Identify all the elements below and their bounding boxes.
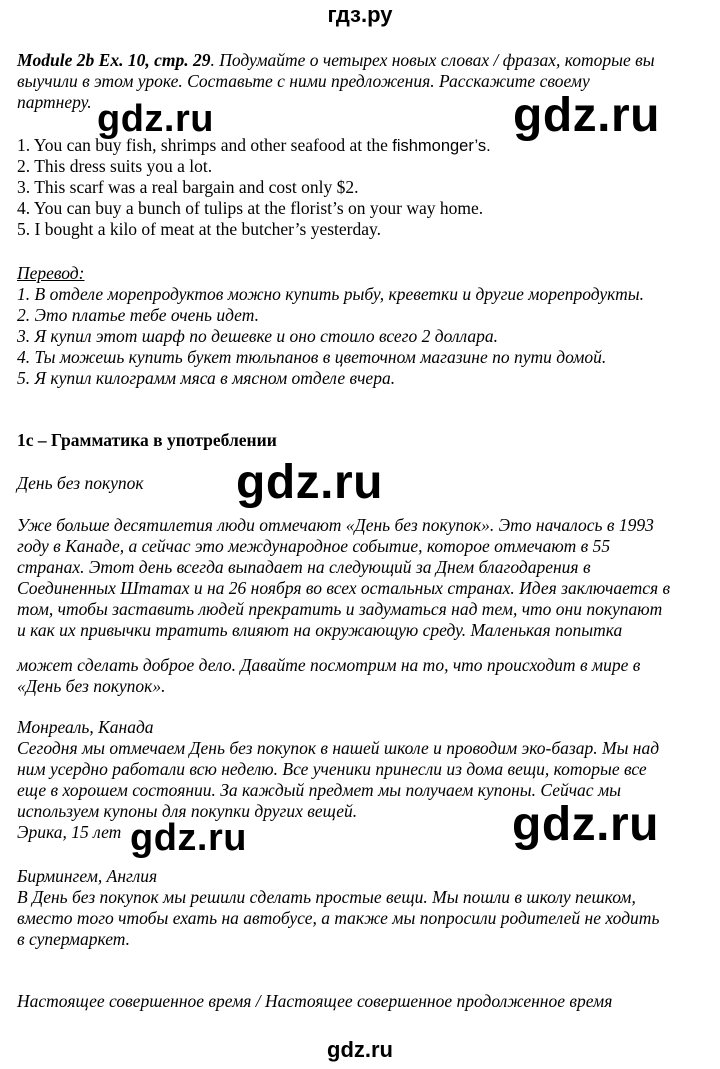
translation-line-2: 2. Это платье тебе очень идет. <box>17 305 259 325</box>
article-para1-line-5: том, чтобы заставить людей прекратить и задуматься над тем, что они покупают <box>17 599 663 619</box>
montreal-line-4: используем купоны для покупки других вещей. <box>17 801 358 821</box>
translation-line-4: 4. Ты можешь купить букет тюльпанов в цветочном магазине по пути домой. <box>17 347 607 367</box>
article-para2-line-1: может сделать доброе дело. Давайте посмотрим на то, что происходит в мире в <box>17 655 641 675</box>
site-header: гдз.ру <box>327 2 393 27</box>
section-title: 1с – Грамматика в употреблении <box>17 430 277 450</box>
watermark: gdz.ru <box>97 98 214 140</box>
montreal-line-2: ним усердно работали всю неделю. Все ученики принесли из дома вещи, которые все <box>17 759 647 779</box>
task-text-1: . Подумайте о четырех новых словах / фразах, которые вы <box>210 50 655 70</box>
translation-heading: Перевод: <box>17 263 85 283</box>
task-reference: Module 2b Ex. 10, стр. 29 <box>17 50 211 70</box>
translation-line-3: 3. Я купил этот шарф по дешевке и оно стоило всего 2 доллара. <box>17 326 498 346</box>
article-para1-line-2: году в Канаде, а сейчас это международное событие, которое отмечают в 55 <box>17 536 611 556</box>
article-subtitle: День без покупок <box>17 473 144 493</box>
birmingham-line-2: вместо того чтобы ехать на автобусе, а также мы попросили родителей не ходить <box>17 908 660 928</box>
birmingham-place: Бирмингем, Англия <box>17 866 158 886</box>
article-para2-line-2: «День без покупок». <box>17 676 166 696</box>
english-sentence-1: 1. You can buy fish, shrimps and other seafood at the fishmonger’s. <box>17 135 491 155</box>
watermark: gdz.ru <box>236 456 383 509</box>
article-para1-line-6: и как их привычки тратить влияют на окружающую среду. Маленькая попытка <box>17 620 623 640</box>
english-sentence-2: 2. This dress suits you a lot. <box>17 156 213 176</box>
article-para1-line-1: Уже больше десятилетия люди отмечают «День без покупок». Это началось в 1993 <box>17 515 654 535</box>
watermark: gdz.ru <box>512 798 659 851</box>
watermark: gdz.ru <box>130 817 247 859</box>
task-line-3: партнеру. <box>17 92 92 112</box>
birmingham-line-3: в супермаркет. <box>17 929 130 949</box>
translation-line-5: 5. Я купил килограмм мяса в мясном отделе вчера. <box>17 368 396 388</box>
english-sentence-3: 3. This scarf was a real bargain and cost only $2. <box>17 177 359 197</box>
tenses-line: Настоящее совершенное время / Настоящее совершенное продолженное время <box>17 991 613 1011</box>
montreal-line-1: Сегодня мы отмечаем День без покупок в нашей школе и проводим эко-базар. Мы над <box>17 738 660 758</box>
translation-line-1: 1. В отделе морепродуктов можно купить рыбу, креветки и другие морепродукты. <box>17 284 644 304</box>
birmingham-line-1: В День без покупок мы решили сделать простые вещи. Мы пошли в школу пешком, <box>17 887 636 907</box>
task-line-1 <box>17 50 655 71</box>
montreal-place: Монреаль, Канада <box>17 717 154 737</box>
article-para1-line-3: странах. Этот день всегда выпадает на следующий за Днем благодарения в <box>17 557 591 577</box>
watermark: gdz.ru <box>513 89 660 142</box>
montreal-author: Эрика, 15 лет <box>17 822 122 842</box>
site-footer: gdz.ru <box>327 1037 393 1062</box>
english-sentence-4: 4. You can buy a bunch of tulips at the florist’s on your way home. <box>17 198 484 218</box>
task-line-2: выучили в этом уроке. Составьте с ними предложения. Расскажите своему <box>17 71 590 91</box>
montreal-line-3: еще в хорошем состоянии. За каждый предмет мы получаем купоны. Сейчас мы <box>17 780 621 800</box>
article-para1-line-4: Соединенных Штатах и на 26 ноября во всех остальных странах. Идея заключается в <box>17 578 671 598</box>
english-sentence-5: 5. I bought a kilo of meat at the butcher’s yesterday. <box>17 219 381 239</box>
